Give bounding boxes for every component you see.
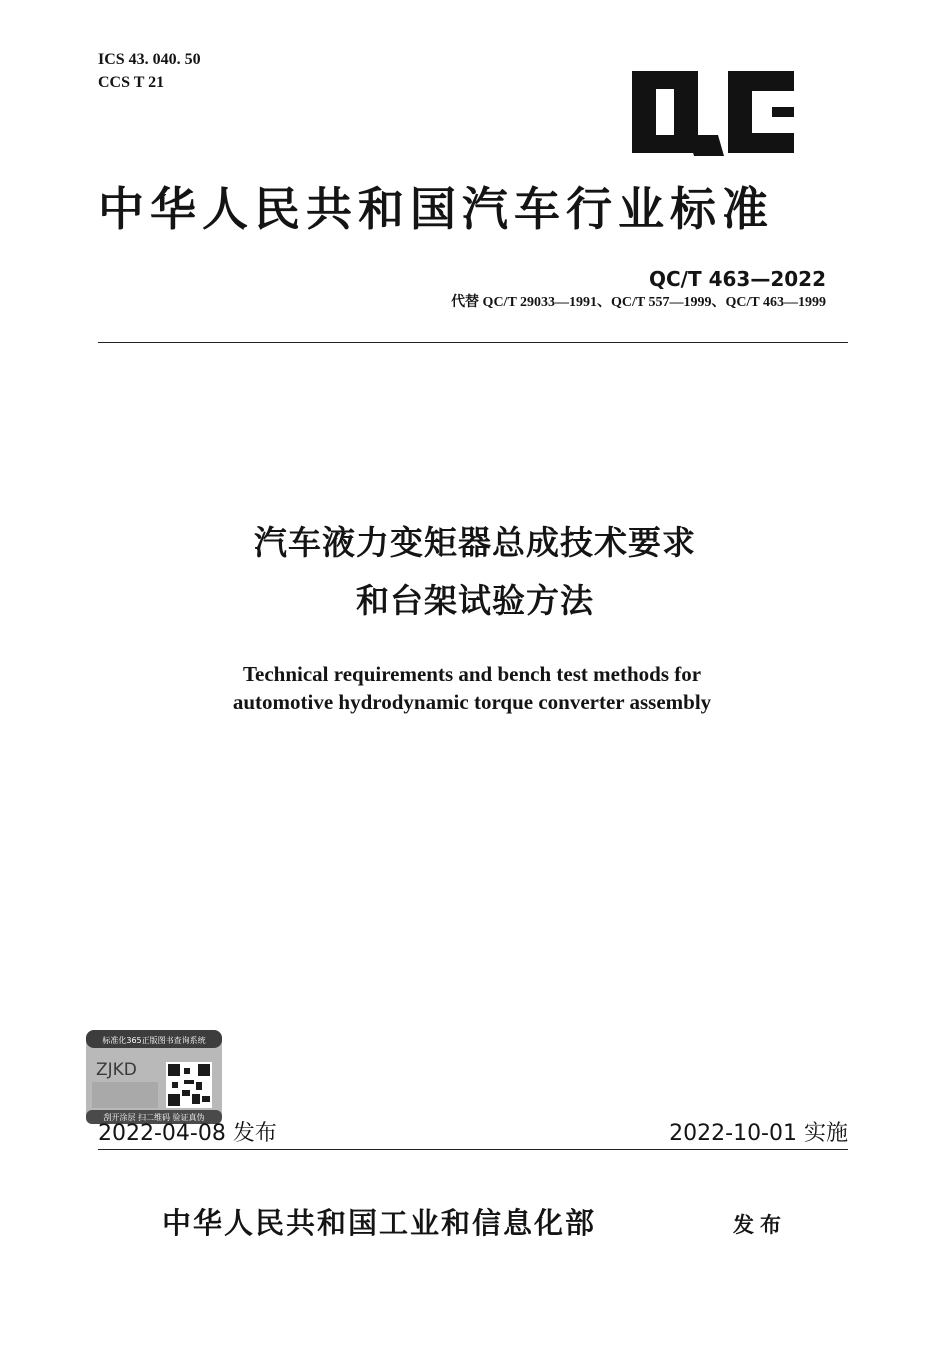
stamp-top-text: 标准化365正版图书查询系统 — [102, 1036, 206, 1045]
standard-number: QC/T 463—2022 — [648, 267, 826, 291]
implementation-date: 2022-10-01 实施 — [669, 1121, 848, 1146]
chinese-title-line-1: 汽车液力变矩器总成技术要求 — [254, 523, 696, 562]
publisher-name: 中华人民共和国工业和信息化部 — [162, 1208, 597, 1240]
english-title-line-1: Technical requirements and bench test methods for — [242, 662, 702, 686]
ccs-code: CCS T 21 — [98, 74, 165, 91]
qr-code-icon — [166, 1062, 212, 1108]
english-title-line-2: automotive hydrodynamic torque converter assembly — [232, 690, 712, 714]
standard-category-title: 中华人民共和国汽车行业标准 — [98, 184, 774, 235]
issue-date: 2022-04-08 发布 — [98, 1121, 277, 1146]
stamp-bottom-text: 刮开涂层 扫二维码 验证真伪 — [103, 1113, 205, 1122]
bottom-divider — [98, 1149, 848, 1150]
top-divider — [98, 342, 848, 343]
stamp-logo-text: ZJKD — [96, 1060, 137, 1080]
chinese-title-line-2: 和台架试验方法 — [356, 581, 594, 620]
ics-code: ICS 43. 040. 50 — [98, 51, 201, 68]
replaces-standards: 代替 QC/T 29033—1991、QC/T 557—1999、QC/T 463—1999 — [451, 295, 826, 310]
anti-counterfeit-stamp — [86, 1030, 222, 1124]
qc-logo — [632, 71, 794, 156]
publish-label: 发布 — [733, 1213, 787, 1237]
